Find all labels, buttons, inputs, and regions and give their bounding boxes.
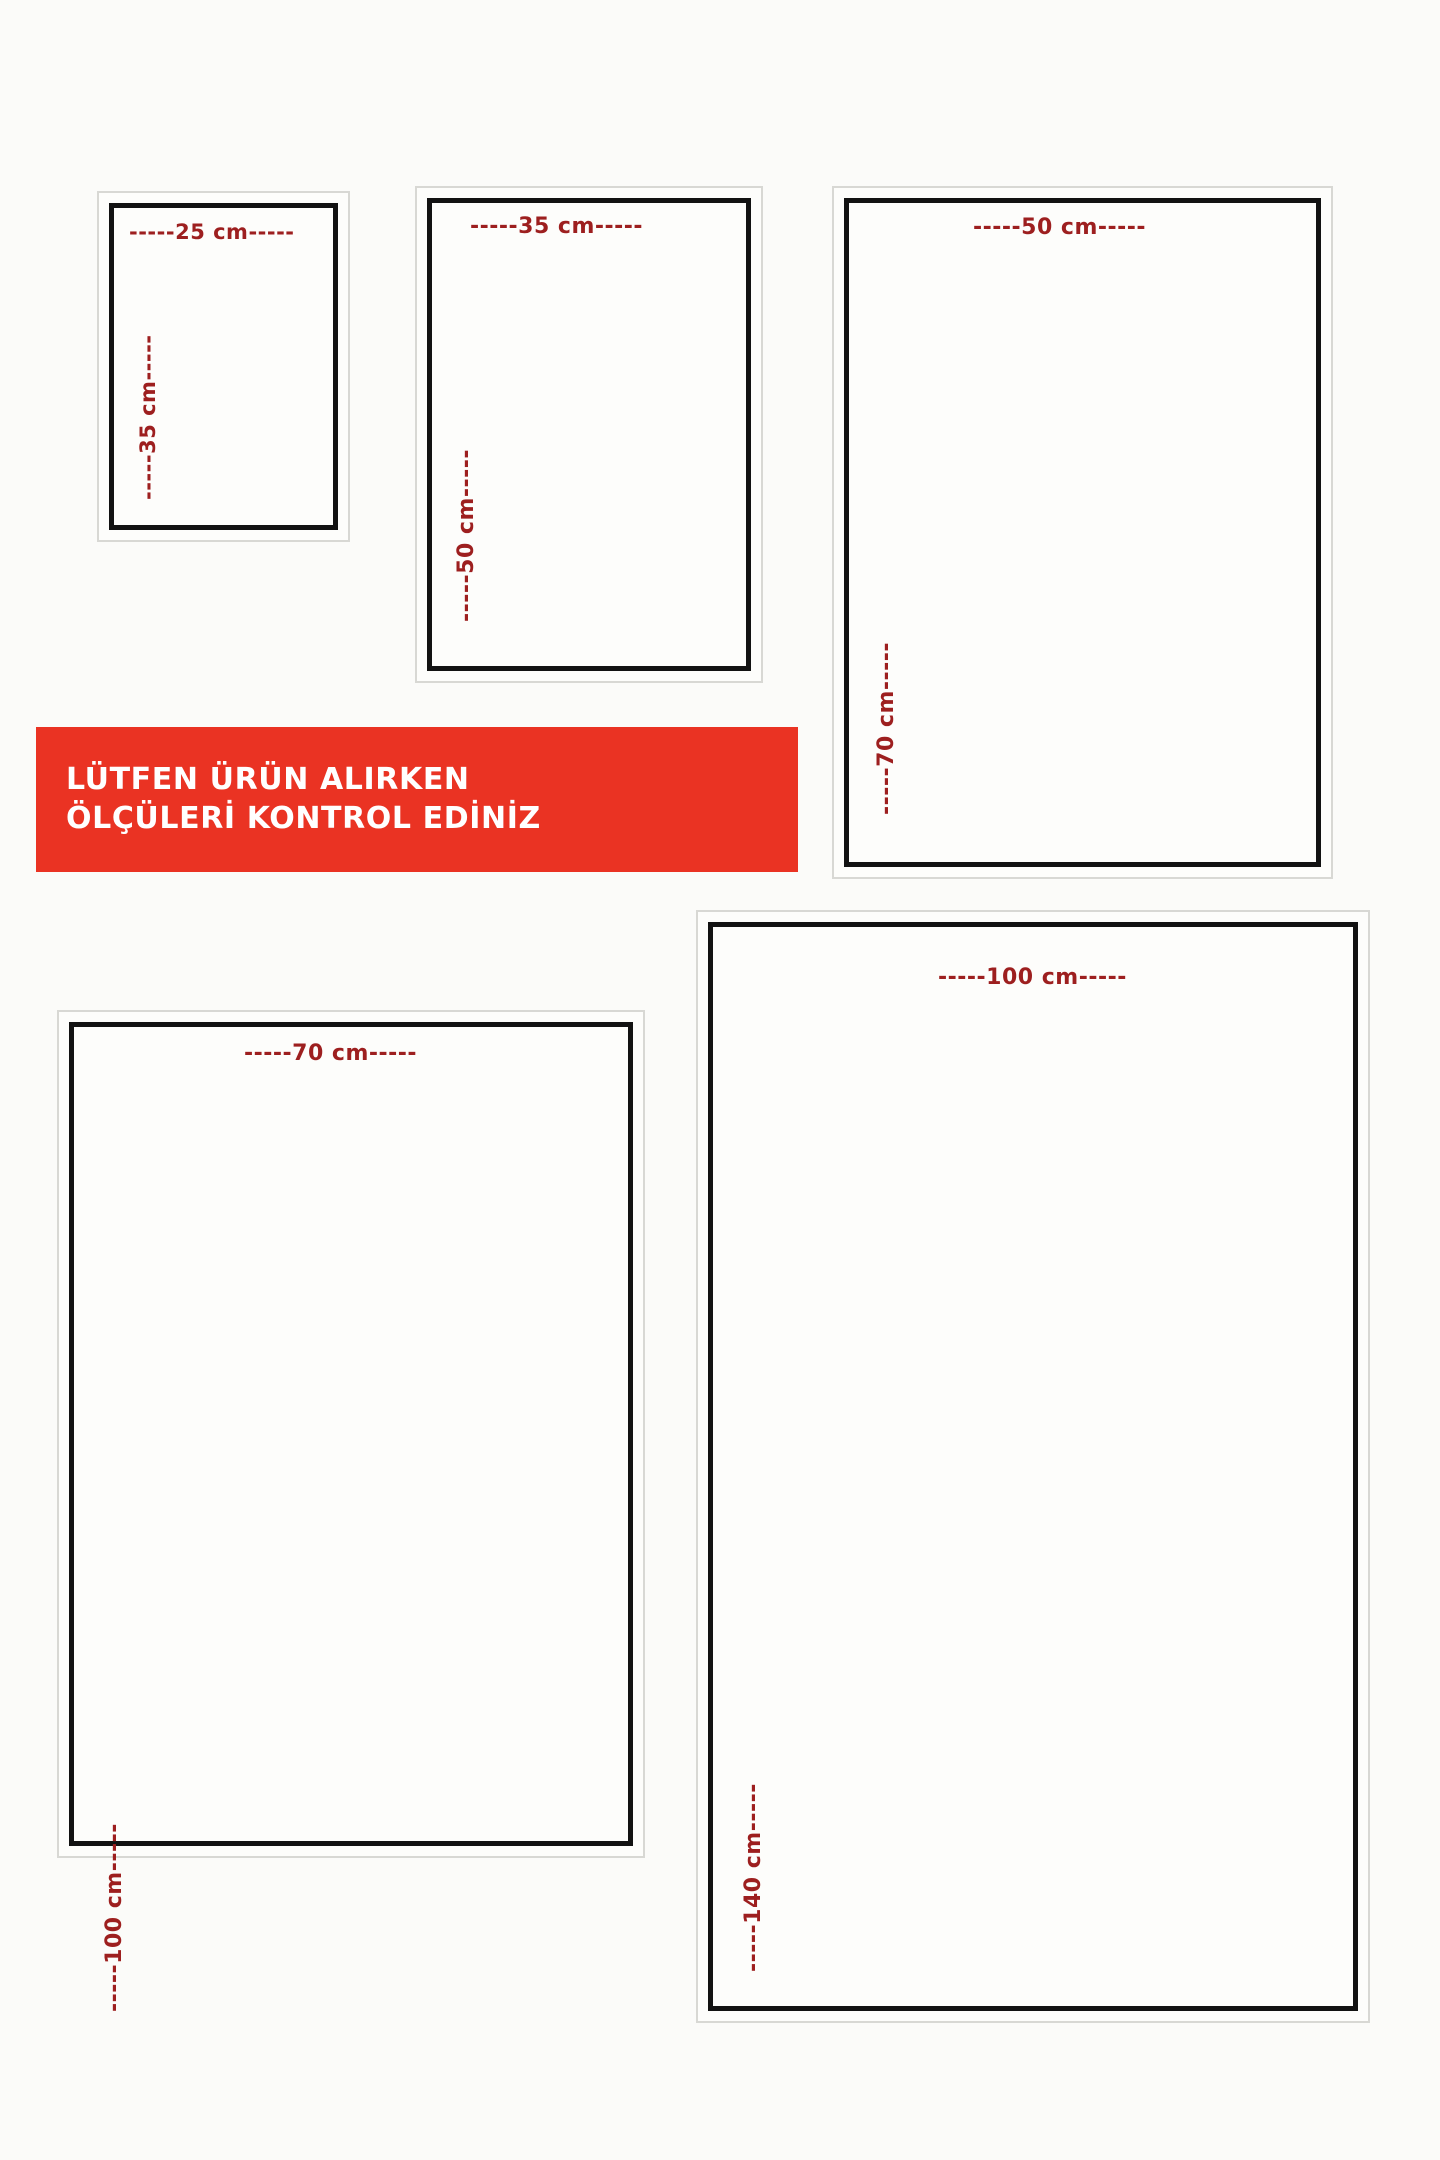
- size-frame-inner: [69, 1022, 633, 1846]
- size-frame-25x35: [97, 191, 350, 542]
- height-label-140cm: -----140 cm-----: [741, 1783, 766, 1972]
- size-frame-70x100: [57, 1010, 645, 2012]
- height-label-100cm: -----100 cm-----: [102, 1823, 127, 2012]
- height-label-35cm: -----35 cm-----: [136, 334, 160, 500]
- width-label-100cm: -----100 cm-----: [938, 965, 1127, 990]
- notice-line-1: LÜTFEN ÜRÜN ALIRKEN: [66, 761, 470, 797]
- height-label-70cm: -----70 cm-----: [874, 641, 899, 815]
- width-label-70cm: -----70 cm-----: [244, 1041, 418, 1066]
- notice-line-2: ÖLÇÜLERİ KONTROL EDİNİZ: [66, 800, 541, 836]
- size-frame-inner: [844, 198, 1321, 867]
- notice-banner: [36, 727, 798, 872]
- width-label-25cm: -----25 cm-----: [129, 220, 295, 244]
- height-label-50cm: -----50 cm-----: [454, 448, 479, 622]
- size-frame-50x70: [832, 186, 1333, 879]
- size-frame-inner: [708, 922, 1358, 2011]
- size-frame-100x140: [696, 910, 1370, 2023]
- size-frame-35x50: [415, 186, 763, 683]
- width-label-50cm: -----50 cm-----: [973, 215, 1147, 240]
- width-label-35cm: -----35 cm-----: [470, 214, 644, 239]
